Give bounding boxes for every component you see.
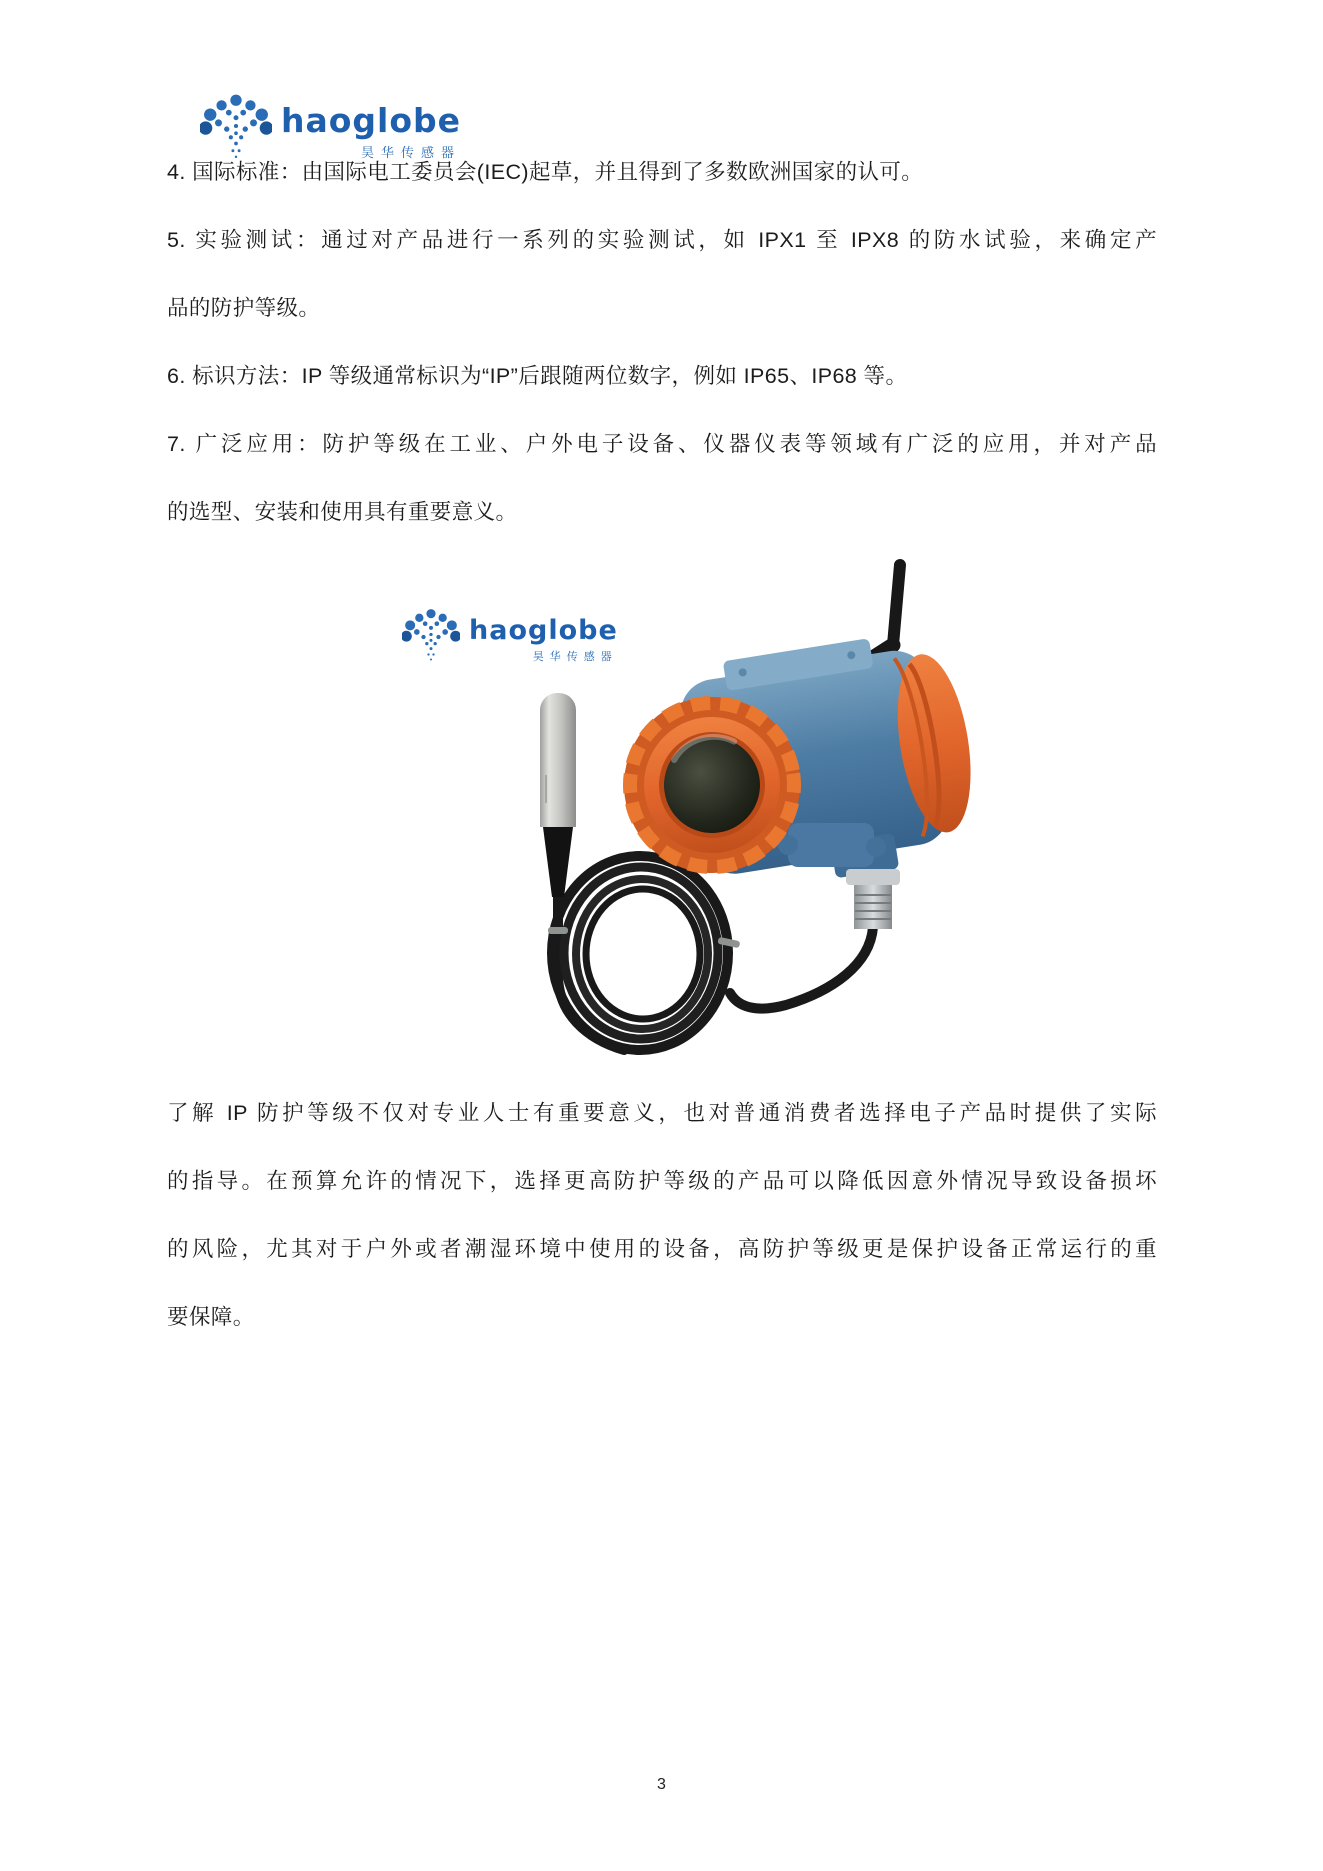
paragraph-line: 5. 实验测试：通过对产品进行一系列的实验测试，如 IPX1 至 IPX8 的防水试验，来确定产 [167, 228, 1157, 252]
level-probe [540, 693, 576, 897]
paragraph-line: 品的防护等级。 [167, 296, 321, 320]
logo-dots-icon [402, 607, 460, 662]
paragraph-line: 的选型、安装和使用具有重要意义。 [167, 500, 518, 524]
cable-tie [548, 927, 568, 934]
paragraph-line: 4. 国际标准：由国际电工委员会(IEC)起草，并且得到了多数欧洲国家的认可。 [167, 160, 924, 184]
paragraph-line: 了解 IP 防护等级不仅对专业人士有重要意义，也对普通消费者选择电子产品时提供了实际 [167, 1101, 1157, 1125]
logo-text [469, 607, 618, 663]
closing-paragraph [167, 1079, 1157, 1351]
logo-brand: haoglobe [281, 101, 462, 140]
paragraph-line: 的指导。在预算允许的情况下，选择更高防护等级的产品可以降低因意外情况导致设备损坏 [167, 1169, 1157, 1193]
thread-fitting [846, 869, 900, 929]
company-logo [402, 607, 618, 663]
paragraph-line: 要保障。 [167, 1305, 255, 1329]
terminal-bracket [778, 823, 886, 867]
page-number: 3 [657, 1776, 666, 1793]
paragraph-line: 6. 标识方法：IP 等级通常标识为“IP”后跟随两位数字，例如 IP65、IP68 等。 [167, 364, 908, 388]
paragraph-line: 7. 广泛应用：防护等级在工业、户外电子设备、仪器仪表等领域有广泛的应用，并对产品 [167, 432, 1157, 456]
cable-coil [548, 856, 740, 1050]
logo-subtitle: 昊华传感器 [361, 145, 462, 160]
document-body [167, 138, 1157, 546]
logo-brand: haoglobe [469, 615, 618, 646]
product-figure [340, 545, 980, 1075]
logo-subtitle: 昊华传感器 [532, 651, 618, 663]
paragraph-line: 的风险，尤其对于户外或者潮湿环境中使用的设备，高防护等级更是保护设备正常运行的重 [167, 1237, 1157, 1261]
